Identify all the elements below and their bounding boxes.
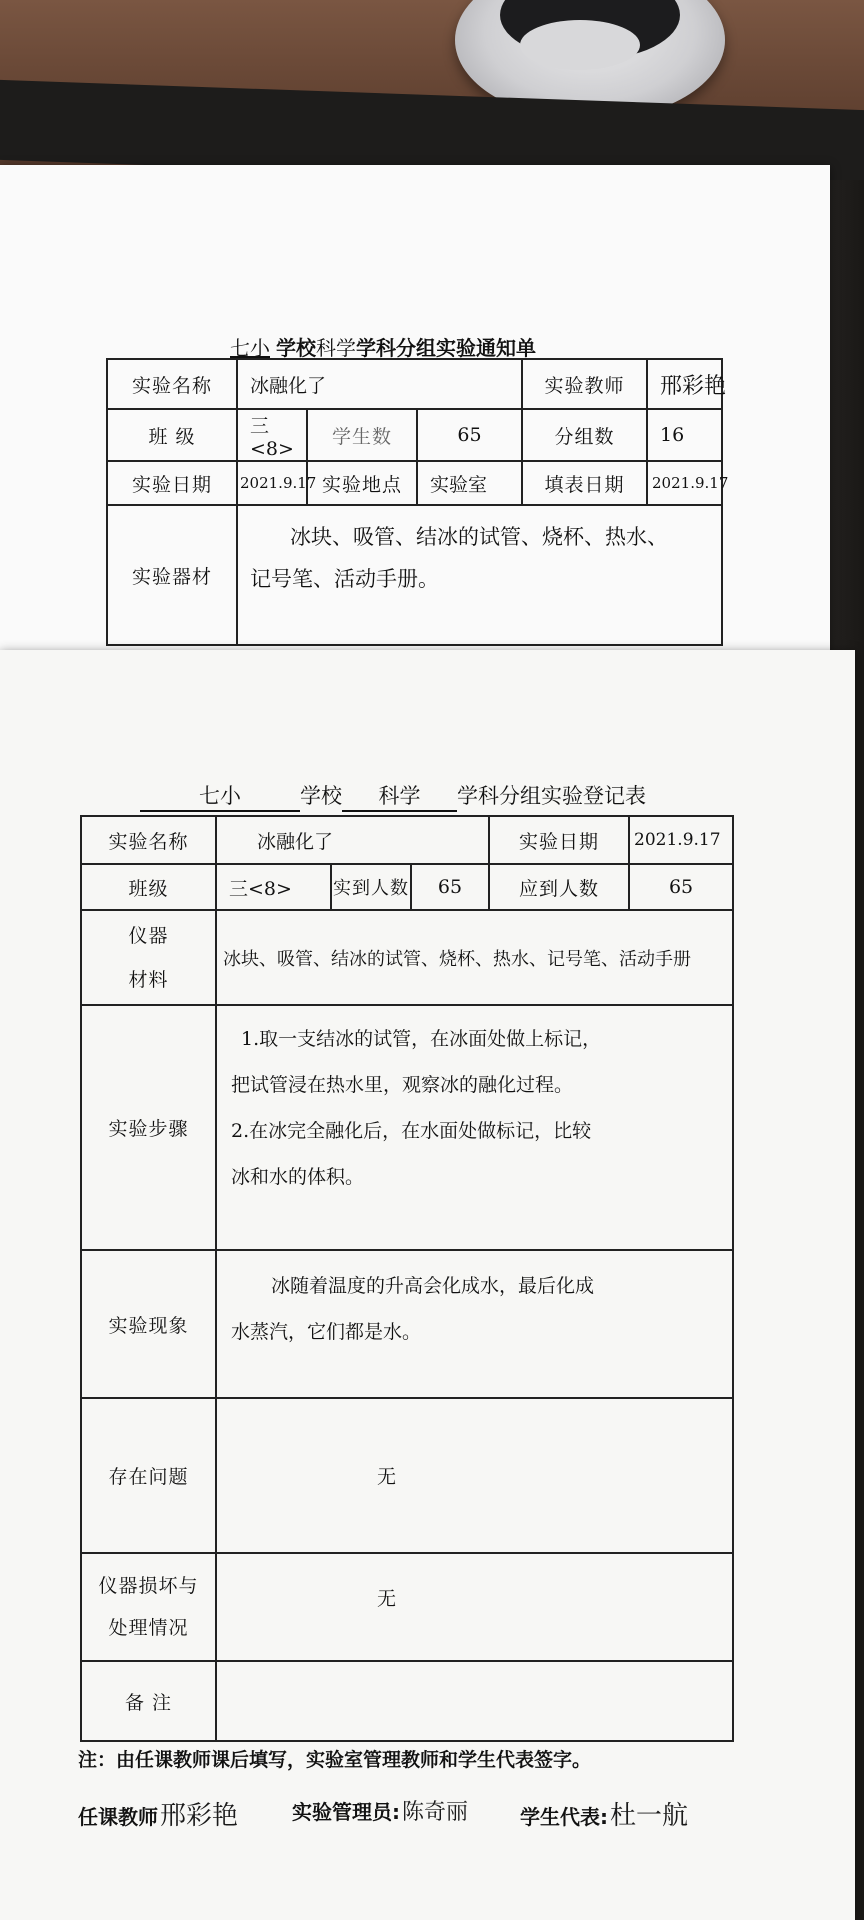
reg-label-equipment-2: 材料 xyxy=(128,968,169,991)
reg-label-date: 实验日期 xyxy=(489,816,629,864)
reg-label-steps: 实验步骤 xyxy=(81,1005,216,1250)
label-group-count: 分组数 xyxy=(522,409,647,461)
label-equipment: 实验器材 xyxy=(107,505,237,645)
value-class: 三<8> xyxy=(237,409,307,461)
reg-value-steps xyxy=(216,1005,733,1250)
reg-value-phenomenon xyxy=(216,1250,733,1398)
reg-value-actual: 65 xyxy=(411,864,489,910)
register-form-title xyxy=(140,780,646,812)
reg-value-name: 冰融化了 xyxy=(216,816,489,864)
label-teacher: 实验教师 xyxy=(522,359,647,409)
register-title-subject-hw: 科学 xyxy=(342,780,457,812)
equipment-line-2: 记号笔、活动手册。 xyxy=(250,567,439,591)
steps-line-1: 1.取一支结冰的试管，在冰面处做上标记， xyxy=(241,1028,602,1050)
value-experiment-name: 冰融化了 xyxy=(237,359,522,409)
reg-label-equipment-1: 仪器 xyxy=(128,924,169,947)
reg-label-class: 班级 xyxy=(81,864,216,910)
notice-title-school-hw: 七小 xyxy=(230,336,270,360)
notice-form-title xyxy=(230,332,536,361)
register-note: 注：由任课教师课后填写，实验室管理教师和学生代表签字。 xyxy=(78,1749,592,1771)
register-table xyxy=(80,815,734,1742)
reg-label-actual: 实到人数 xyxy=(331,864,411,910)
reg-label-damage-1: 仪器损坏与 xyxy=(98,1575,199,1597)
signature-teacher xyxy=(78,1795,238,1832)
reg-label-equipment xyxy=(81,910,216,1005)
signature-student xyxy=(520,1795,688,1832)
grommet-cap xyxy=(520,20,640,70)
reg-value-damage: 无 xyxy=(216,1553,733,1661)
label-fill-date: 填表日期 xyxy=(522,461,647,505)
sig-student-value: 杜一航 xyxy=(610,1801,689,1831)
notice-title-suffix: 学科分组实验通知单 xyxy=(356,336,536,360)
steps-line-3: 2.在冰完全融化后，在水面处做标记，比较 xyxy=(231,1120,592,1142)
register-title-school-hw: 七小 xyxy=(140,780,300,812)
reg-value-date: 2021.9.17 xyxy=(629,816,733,864)
reg-value-expected: 65 xyxy=(629,864,733,910)
reg-label-damage-2: 处理情况 xyxy=(108,1617,189,1639)
reg-label-damage xyxy=(81,1553,216,1661)
steps-line-4: 冰和水的体积。 xyxy=(231,1166,365,1188)
reg-label-phenomenon: 实验现象 xyxy=(81,1250,216,1398)
value-group-count: 16 xyxy=(647,409,722,461)
label-experiment-date xyxy=(107,461,237,505)
steps-line-2: 把试管浸在热水里，观察冰的融化过程。 xyxy=(231,1074,574,1096)
signature-admin xyxy=(292,1795,468,1826)
register-title-school: 学校 xyxy=(300,784,342,808)
register-title-suffix: 学科分组实验登记表 xyxy=(457,784,646,808)
value-experiment-date: 2021.9.17 xyxy=(237,461,307,505)
sig-admin-label: 实验管理员: xyxy=(292,1800,400,1824)
reg-value-class: 三<8> xyxy=(216,864,331,910)
value-equipment xyxy=(237,505,722,645)
phenomenon-line-1: 冰随着温度的升高会化成水，最后化成 xyxy=(271,1275,595,1297)
reg-label-expected: 应到人数 xyxy=(489,864,629,910)
notice-table xyxy=(106,358,729,646)
reg-label-remarks: 备 注 xyxy=(81,1661,216,1741)
sig-admin-value: 陈奇丽 xyxy=(402,1800,469,1825)
reg-value-equipment: 冰块、吸管、结冰的试管、烧杯、热水、记号笔、活动手册 xyxy=(216,910,733,1005)
reg-label-name: 实验名称 xyxy=(81,816,216,864)
phenomenon-line-2: 水蒸汽，它们都是水。 xyxy=(231,1321,422,1343)
notice-title-subject-hw: 科学 xyxy=(316,336,356,360)
sig-teacher-label: 任课教师 xyxy=(78,1805,158,1829)
notice-title-school: 学校 xyxy=(276,336,316,360)
equipment-line-1: 冰块、吸管、结冰的试管、烧杯、热水、 xyxy=(290,525,668,549)
reg-value-remarks xyxy=(216,1661,733,1741)
label-place: 实验地点 xyxy=(307,461,417,505)
sig-teacher-value: 邢彩艳 xyxy=(160,1801,239,1831)
label-date-text: 实验日期 xyxy=(131,473,212,496)
reg-label-problems: 存在问题 xyxy=(81,1398,216,1553)
value-place: 实验室 xyxy=(417,461,522,505)
value-teacher: 邢彩艳 xyxy=(647,359,722,409)
label-class: 班 级 xyxy=(107,409,237,461)
reg-value-problems: 无 xyxy=(216,1398,733,1553)
sig-student-label: 学生代表: xyxy=(520,1805,608,1829)
value-student-count: 65 xyxy=(417,409,522,461)
value-fill-date: 2021.9.17 xyxy=(647,461,722,505)
label-experiment-name: 实验名称 xyxy=(107,359,237,409)
label-student-count: 学生数 xyxy=(307,409,417,461)
